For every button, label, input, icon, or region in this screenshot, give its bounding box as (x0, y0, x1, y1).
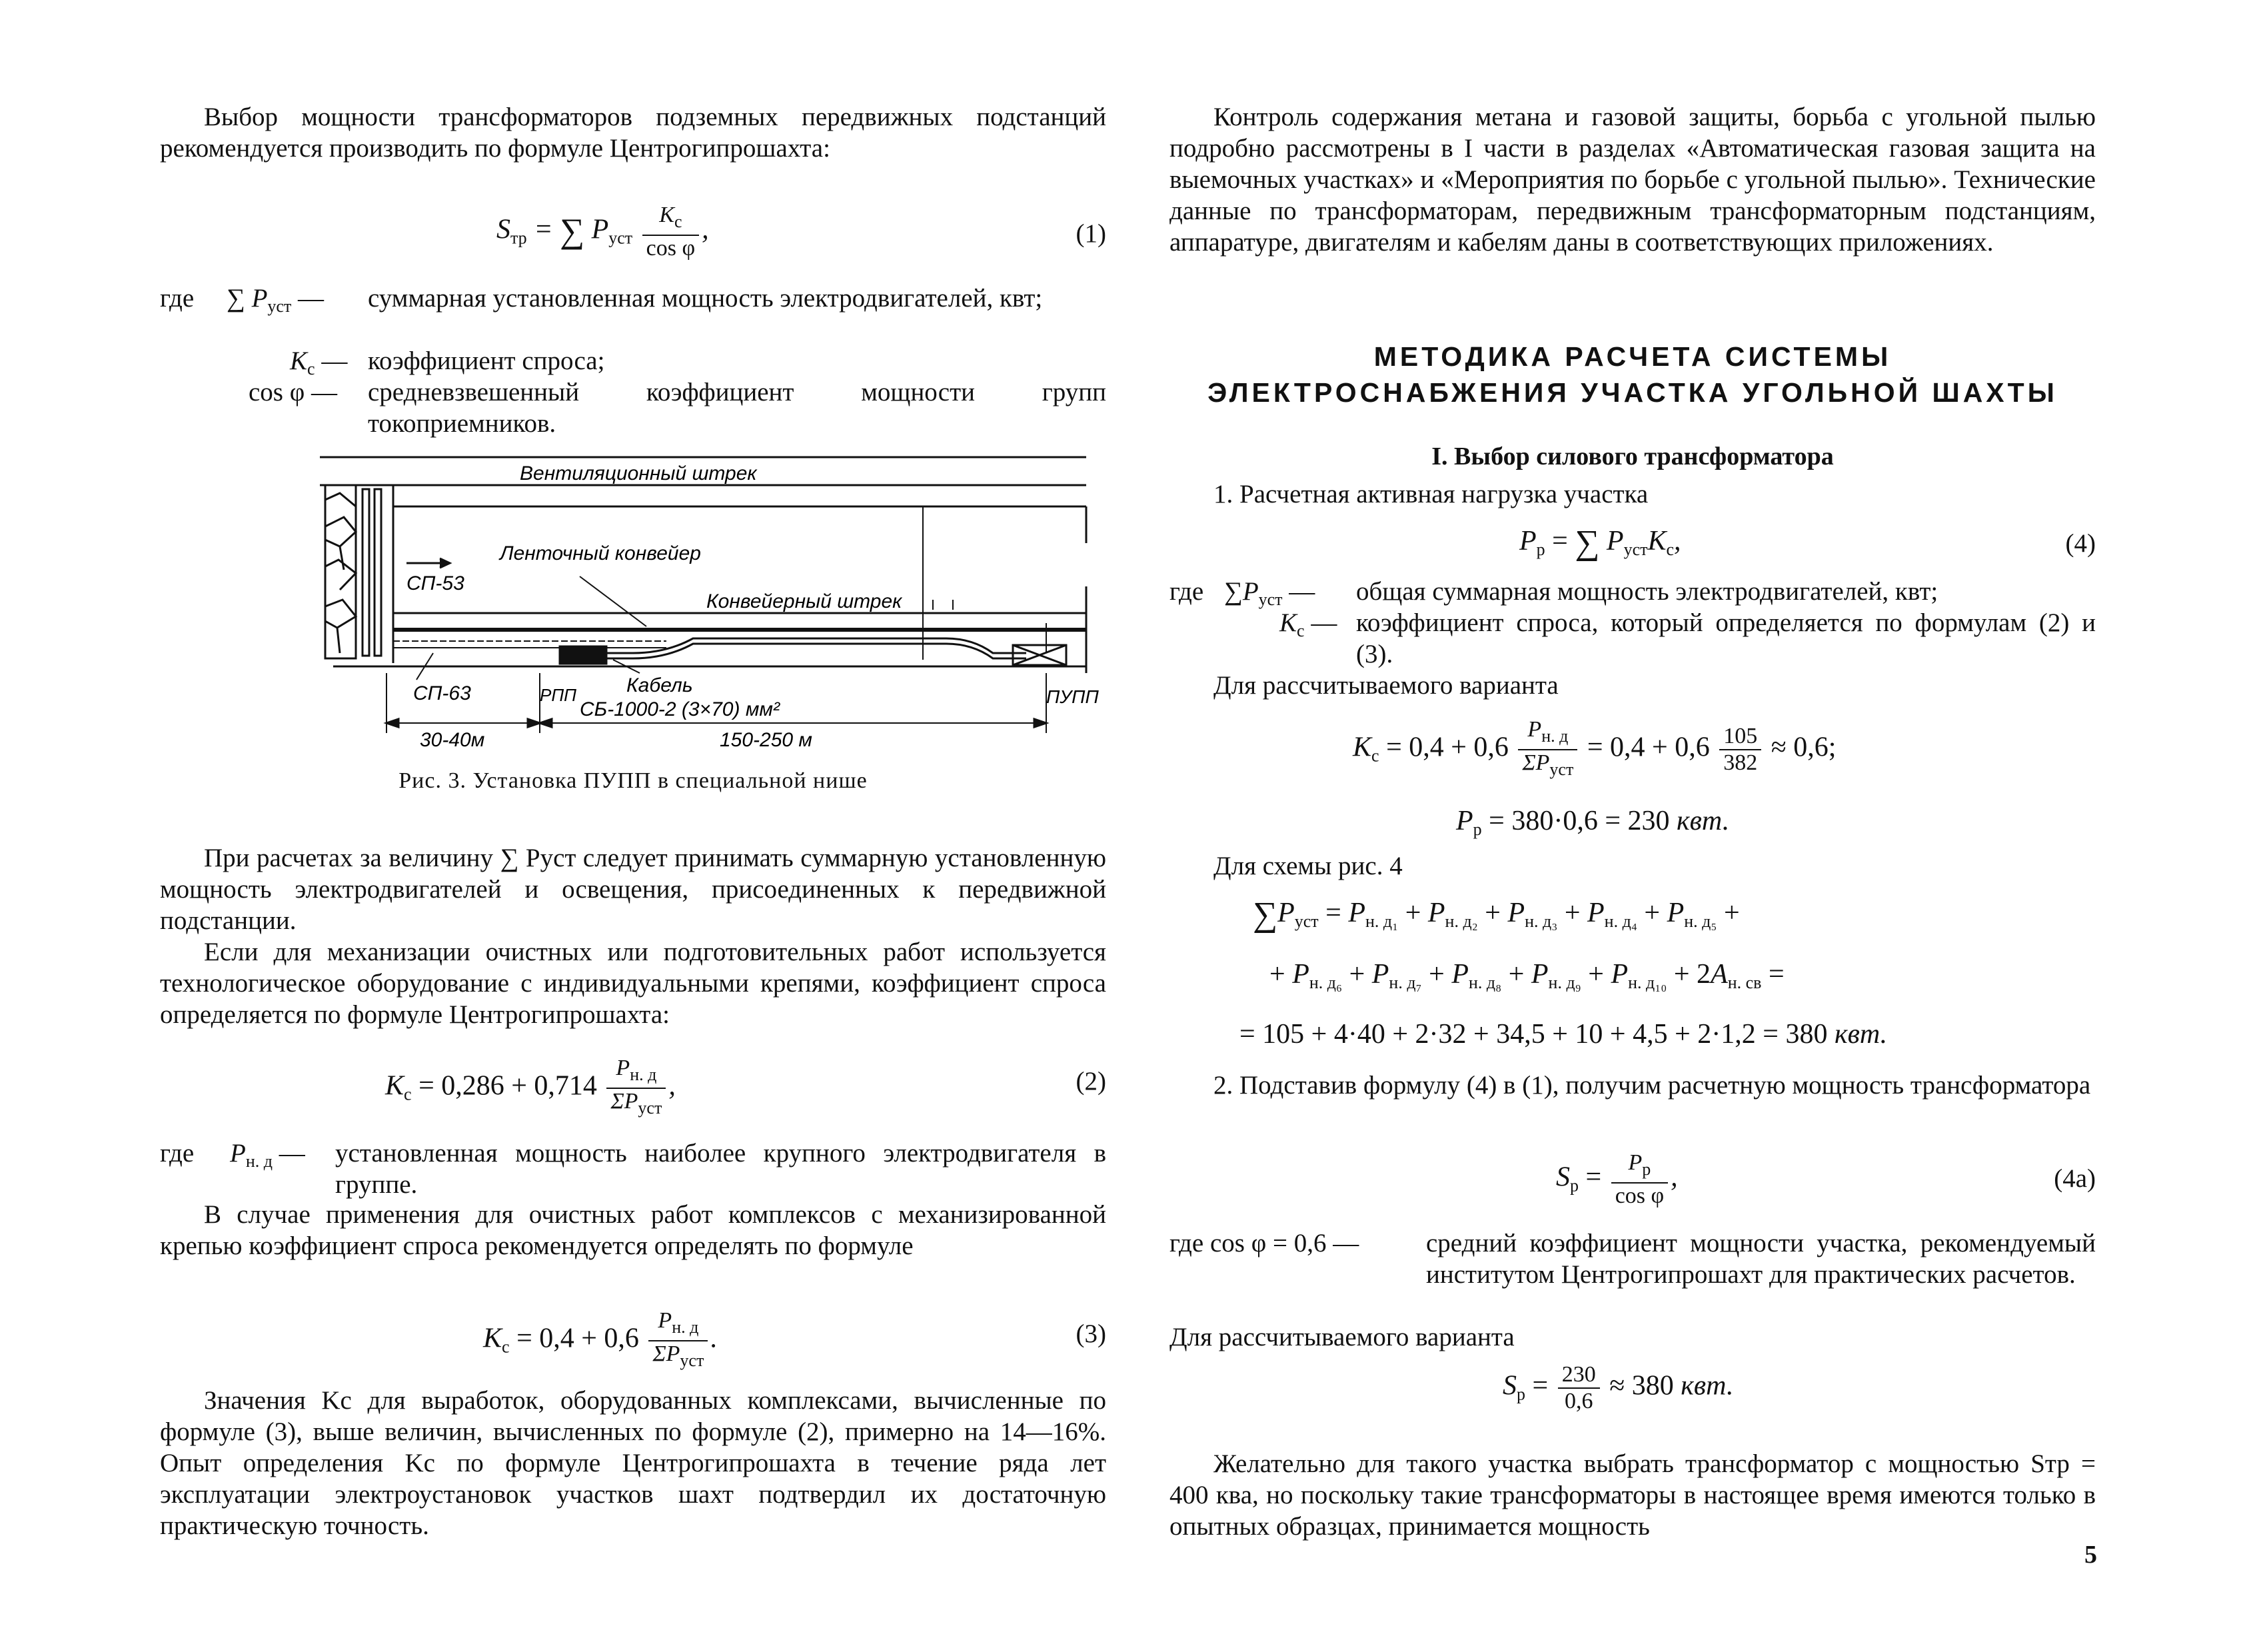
label-vent-drift: Вентиляционный штрек (520, 462, 757, 484)
variant-label-2: Для рассчитываемого варианта (1169, 1323, 1515, 1351)
step-1-text: 1. Расчетная активная нагрузка участка (1213, 480, 1649, 508)
paragraph-individual-supports: Если для механизации очистных или подготовительных работ используется технологическое оборудование с индивидуальными крепями, коэффициент спроса определяется по формуле Центрогипрошахта: (160, 938, 1106, 1029)
step-2-text: 2. Подставив формулу (4) в (1), получим расчетную мощность трансформатора (1213, 1071, 2091, 1100)
equation-kc-calc: $K_с = 0,4 + 0,6$ $\frac{P_{н. д}}{\Sigma P_{уст}}$ = 0,4 + 0,6 $\frac{105}{382}$ ≈ 0,6; (1353, 717, 1837, 779)
figure-caption: Рис. 3. Установка ПУПП в специальной нише (398, 768, 868, 793)
rpp-box (560, 646, 606, 664)
label-sp53: СП-53 (406, 572, 464, 594)
definition-text: средний коэффициент мощности участка, рекомендуемый институтом Центрогипрошахт для практических расчетов. (1426, 1229, 2096, 1289)
equation-sp-calc: $S_р$ = $\frac{230}{0,6}$ ≈ 380 квт. (1503, 1362, 1734, 1413)
equation-4a: $S_р$ = $\frac{P_р}{\text{cos φ}}$ , (4а) (1556, 1150, 2096, 1208)
where-word: где (160, 284, 195, 313)
definitions-list-4a (1169, 1228, 2096, 1327)
definition-label: cos φ — (249, 378, 337, 407)
section-heading-line1: МЕТОДИКА РАСЧЕТА СИСТЕМЫ (1373, 341, 1892, 372)
label-pupp: ПУПП (1046, 686, 1099, 707)
equation-pp-calc: $P_р = 380\cdot 0,6 = 230$ квт. (1456, 806, 1730, 839)
paragraph-methane-control: Контроль содержания метана и газовой защиты, борьба с угольной пылью подробно рассмотрены в I части в разделах «Автоматическая газовая защита на выемочных участках» и «Мероприятия по борьбе с угольной пылью». Технические данные по трансформаторам, передвижным трансформаторным подстанциям, аппаратуре, двигателям и кабелям даны в соответствующих приложениях. (1169, 103, 2096, 257)
scheme-label: Для схемы рис. 4 (1213, 852, 1403, 880)
definition-text: коэффициент спроса, который определяется по формулам (2) и (3). (1356, 608, 2096, 668)
paragraph-mechanized-support: В случае применения для очистных работ комплексов с механизированной крепью коэффициент спроса рекомендуется определять по формуле (160, 1200, 1106, 1260)
label-belt-conveyor: Ленточный конвейер (500, 542, 701, 564)
support-cribs-1 (363, 489, 369, 656)
definition-label: где cos φ = 0,6 — (1169, 1229, 1359, 1257)
label-sp63: СП-63 (413, 682, 471, 704)
definition-label: ∑ $P_{уст}$ — (227, 284, 325, 316)
label-conveyor-drift: Конвейерный штрек (706, 590, 902, 612)
equation-number: (3) (1076, 1319, 1106, 1348)
definition-text: суммарная установленная мощность электродвигателей, квт; (368, 284, 1043, 313)
equation-number: (2) (1076, 1067, 1106, 1096)
definitions-list-4: где $\sum P_{уст}$ — общая суммарная мощность электродвигателей, квт; $K_с$ — коэффициент спроса, который определяется по формулам (2) и (3). (1169, 577, 2096, 668)
equation-1: $S_{тр}$ = ∑ $P_{уст}$ $\frac{K_с}{\text{cos φ}}$ , (1) (496, 203, 1106, 261)
subsection-heading: I. Выбор силового трансформатора (1431, 442, 1834, 470)
variant-label-1: Для рассчитываемого варианта (1213, 671, 1559, 700)
equation-number: (1) (1076, 219, 1106, 248)
label-distance-1: 30-40м (420, 729, 485, 751)
equation-sum-line2: + $P_{н. д_6} + P_{н. д_7} + P_{н. д_8} + P_{н. д_9} + P_{н. д_{10}} + 2A_{н. св}$ = (1269, 959, 1785, 992)
goaf-rock-block (325, 485, 356, 658)
label-cable: Кабель (626, 674, 693, 696)
label-cable-type: СБ-1000-2 (3×70) мм² (580, 698, 780, 720)
equation-4: $P_р$ = ∑ $P_{уст}K_с$, (4) (1519, 524, 2096, 562)
rock-texture (325, 493, 356, 653)
definition-text: коэффициент спроса; (368, 347, 605, 375)
paragraph-transformer-choice: Желательно для такого участка выбрать трансформатор с мощностью Sтр = 400 ква, но поскольку такие трансформаторы в настоящее время имеются только в опытных образцах, принимается мощность (1169, 1449, 2096, 1541)
equation-number: (4а) (2054, 1164, 2096, 1193)
support-cribs-2 (374, 489, 381, 656)
section-heading-line2: ЭЛЕКТРОСНАБЖЕНИЯ УЧАСТКА УГОЛЬНОЙ ШАХТЫ (1207, 377, 2058, 408)
label-distance-2: 150-250 м (720, 729, 812, 751)
label-rpp: РПП (540, 685, 577, 705)
definitions-list-1 (160, 283, 1106, 436)
equation-2: $K_с = 0,286 + 0,714$ $\frac{P_{н. д}}{\Sigma P_{уст}}$ , (2) (385, 1056, 1106, 1118)
figure-pupp-installation (320, 453, 1106, 760)
definition-text: установленная мощность наиболее крупного электродвигателя в группе. (335, 1139, 1106, 1199)
page-number: 5 (2084, 1541, 2097, 1569)
paragraph-kc-values: Значения Kс для выработок, оборудованных комплексами, вычисленные по формуле (3), выше величин, вычисленных по формуле (2), примерно на 14—16%. Опыт определения Kс по формуле Центрогипрошахта в течение ряда лет эксплуатации электроустановок участков шахт подтвердил их достаточную практическую точность. (160, 1386, 1106, 1540)
definition-text: общая суммарная мощность электродвигателей, квт; (1356, 577, 1938, 606)
definition-text: средневзвешенный коэффициент мощности групп токоприемников. (368, 378, 1106, 438)
definitions-list-2: где $P_{н. д}$ — установленная мощность наиболее крупного электродвигателя в группе. (160, 1139, 1106, 1199)
equation-sum-line3: = 105 + 4·40 + 2·32 + 34,5 + 10 + 4,5 + 2·1,2 = 380 квт. (1239, 1019, 1888, 1050)
paragraph-p-ust: При расчетах за величину ∑ Pуст следует принимать суммарную установленную мощность электродвигателей и освещения, присоединенных к передвижной подстанции. (160, 844, 1106, 935)
equation-sum-line1: $\sum P_{уст} = P_{н. д_1} + P_{н. д_2} + P_{н. д_3} + P_{н. д_4} + P_{н. д_5}$ + (1253, 896, 1740, 934)
definition-label: $K_с$ — (290, 347, 348, 379)
equation-number: (4) (2065, 529, 2096, 558)
paragraph-transformer-selection: Выбор мощности трансформаторов подземных передвижных подстанций рекомендуется производить по формуле Центрогипрошахта: (160, 103, 1106, 163)
equation-3: $K_с = 0,4 + 0,6$ $\frac{P_{н. д}}{\Sigma P_{уст}}$ . (3) (483, 1308, 1106, 1370)
